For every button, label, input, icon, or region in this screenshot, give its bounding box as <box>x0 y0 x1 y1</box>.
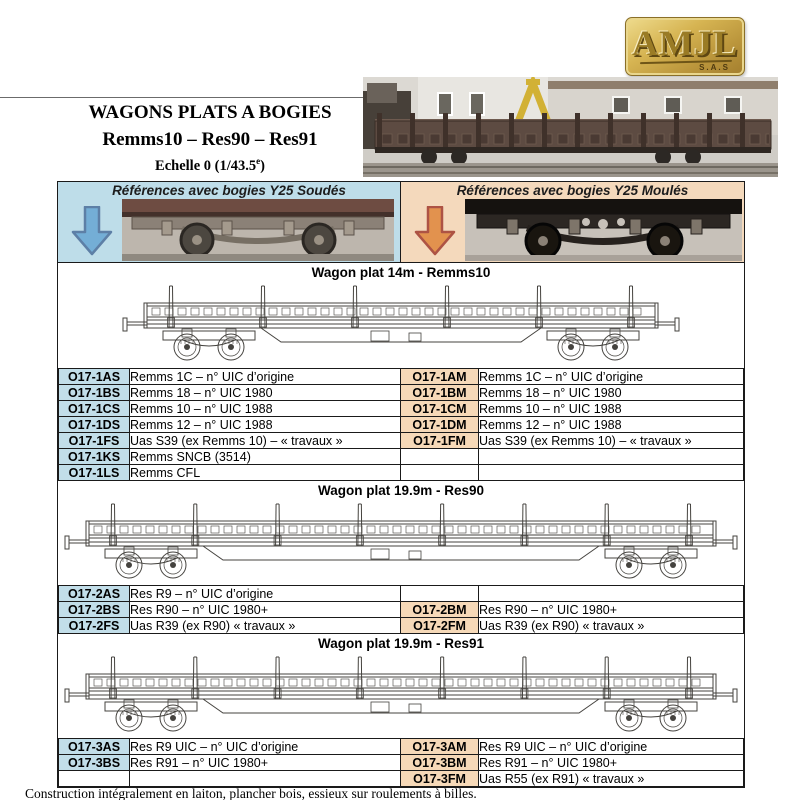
remms10-drawing-area <box>58 282 744 368</box>
section-title-res90: Wagon plat 19.9m - Res90 <box>317 483 485 498</box>
ref-desc-cell: Res R9 UIC – n° UIC d’origine <box>479 739 744 755</box>
ref-code-cell: O17-1DS <box>59 417 130 433</box>
ref-desc-cell: Res R9 – n° UIC d’origine <box>130 586 401 602</box>
section-title-res91: Wagon plat 19.9m - Res91 <box>317 636 485 651</box>
table-row <box>59 618 744 634</box>
ref-desc-cell: Res R9 UIC – n° UIC d’origine <box>130 739 401 755</box>
ref-code-cell: O17-3AS <box>59 739 130 755</box>
page-subtitle: Remms10 – Res90 – Res91 <box>102 129 318 150</box>
bogie-moule-photo <box>465 199 742 261</box>
ref-desc-cell: Remms 1C – n° UIC d’origine <box>479 369 744 385</box>
table-row <box>59 385 744 401</box>
ref-code-cell: O17-1BM <box>401 385 479 401</box>
scale-superscript: e <box>256 156 261 166</box>
bogie-header-strip <box>58 182 744 263</box>
ref-code-cell: O17-2FS <box>59 618 130 634</box>
ref-code-cell: O17-1AM <box>401 369 479 385</box>
ref-code-cell: O17-2AS <box>59 586 130 602</box>
logo-text: AMJL <box>632 23 738 63</box>
ref-code-cell: O17-3AM <box>401 739 479 755</box>
table-row <box>59 433 744 449</box>
catalog-table <box>57 181 745 788</box>
ref-code-cell: O17-2FM <box>401 618 479 634</box>
ref-desc-cell: Remms 18 – n° UIC 1980 <box>479 385 744 401</box>
logo-subtext: S.A.S <box>699 63 730 72</box>
ref-table-remms10 <box>58 368 744 481</box>
ref-desc-cell: Res R90 – n° UIC 1980+ <box>130 602 401 618</box>
ref-desc-cell: Remms 10 – n° UIC 1988 <box>479 401 744 417</box>
table-row <box>59 449 744 465</box>
ref-desc-cell: Res R91 – n° UIC 1980+ <box>479 755 744 771</box>
ref-code-cell: O17-1LS <box>59 465 130 481</box>
blue-down-arrow-icon <box>70 206 114 256</box>
empty-cell <box>401 449 479 465</box>
res90-drawing-area <box>58 500 744 585</box>
ref-code-cell: O17-1FM <box>401 433 479 449</box>
empty-cell <box>401 586 479 602</box>
ref-code-cell: O17-1AS <box>59 369 130 385</box>
section-title-remms10: Wagon plat 14m - Remms10 <box>311 265 491 280</box>
ref-desc-cell: Remms 10 – n° UIC 1988 <box>130 401 401 417</box>
table-row <box>59 369 744 385</box>
ref-code-cell: O17-1CM <box>401 401 479 417</box>
empty-cell <box>479 465 744 481</box>
ref-desc-cell: Remms CFL <box>130 465 401 481</box>
ref-code-cell: O17-3BM <box>401 755 479 771</box>
page-title: WAGONS PLATS A BOGIES <box>88 102 332 123</box>
ref-code-cell: O17-3BS <box>59 755 130 771</box>
table-row <box>59 586 744 602</box>
ref-code-cell: O17-2BM <box>401 602 479 618</box>
ref-desc-cell: Remms 1C – n° UIC d’origine <box>130 369 401 385</box>
amjl-logo <box>625 17 745 76</box>
ref-desc-cell: Res R90 – n° UIC 1980+ <box>479 602 744 618</box>
bogie-soude-photo <box>122 199 394 261</box>
scale-close: ) <box>260 157 265 174</box>
panel-moule-label: Références avec bogies Y25 Moulés <box>456 183 689 198</box>
ref-table-res90 <box>58 585 744 634</box>
table-row <box>59 602 744 618</box>
table-row <box>59 771 744 787</box>
footer-note: Construction intégralement en laiton, plancher bois, essieux sur roulements à billes. <box>25 786 477 800</box>
empty-cell <box>479 449 744 465</box>
empty-cell <box>401 465 479 481</box>
ref-code-cell: O17-1BS <box>59 385 130 401</box>
ref-code-cell: O17-3FM <box>401 771 479 787</box>
ref-table-res91 <box>58 738 744 787</box>
table-row <box>59 755 744 771</box>
panel-bogies-moules <box>401 182 744 262</box>
panel-bogies-soudes <box>58 182 401 262</box>
res90-line-drawing <box>63 501 739 585</box>
table-row <box>59 417 744 433</box>
table-row <box>59 401 744 417</box>
scale-note <box>58 156 362 175</box>
wagon-photo-image <box>363 77 778 177</box>
ref-desc-cell: Remms SNCB (3514) <box>130 449 401 465</box>
ref-desc-cell: Remms 12 – n° UIC 1988 <box>130 417 401 433</box>
orange-down-arrow-icon <box>413 206 457 256</box>
scale-text: Echelle 0 (1/43.5 <box>155 157 257 174</box>
ref-desc-cell: Uas S39 (ex Remms 10) – « travaux » <box>130 433 401 449</box>
ref-code-cell: O17-2BS <box>59 602 130 618</box>
table-row <box>59 739 744 755</box>
ref-desc-cell: Remms 18 – n° UIC 1980 <box>130 385 401 401</box>
ref-desc-cell: Uas R39 (ex R90) « travaux » <box>479 618 744 634</box>
wagon-photo <box>363 77 778 177</box>
ref-desc-cell: Uas S39 (ex Remms 10) – « travaux » <box>479 433 744 449</box>
ref-code-cell: O17-1DM <box>401 417 479 433</box>
remms10-line-drawing <box>121 283 681 367</box>
panel-soude-label: Références avec bogies Y25 Soudés <box>112 183 346 198</box>
ref-code-cell: O17-1KS <box>59 449 130 465</box>
table-row <box>59 465 744 481</box>
empty-cell <box>130 771 401 787</box>
res91-drawing-area <box>58 653 744 738</box>
ref-desc-cell: Res R91 – n° UIC 1980+ <box>130 755 401 771</box>
res91-line-drawing <box>63 654 739 738</box>
ref-desc-cell: Remms 12 – n° UIC 1988 <box>479 417 744 433</box>
title-block <box>58 102 362 175</box>
empty-cell <box>479 586 744 602</box>
header-rule <box>0 97 364 98</box>
ref-code-cell: O17-1FS <box>59 433 130 449</box>
ref-code-cell: O17-1CS <box>59 401 130 417</box>
empty-cell <box>59 771 130 787</box>
ref-desc-cell: Uas R55 (ex R91) « travaux » <box>479 771 744 787</box>
ref-desc-cell: Uas R39 (ex R90) « travaux » <box>130 618 401 634</box>
